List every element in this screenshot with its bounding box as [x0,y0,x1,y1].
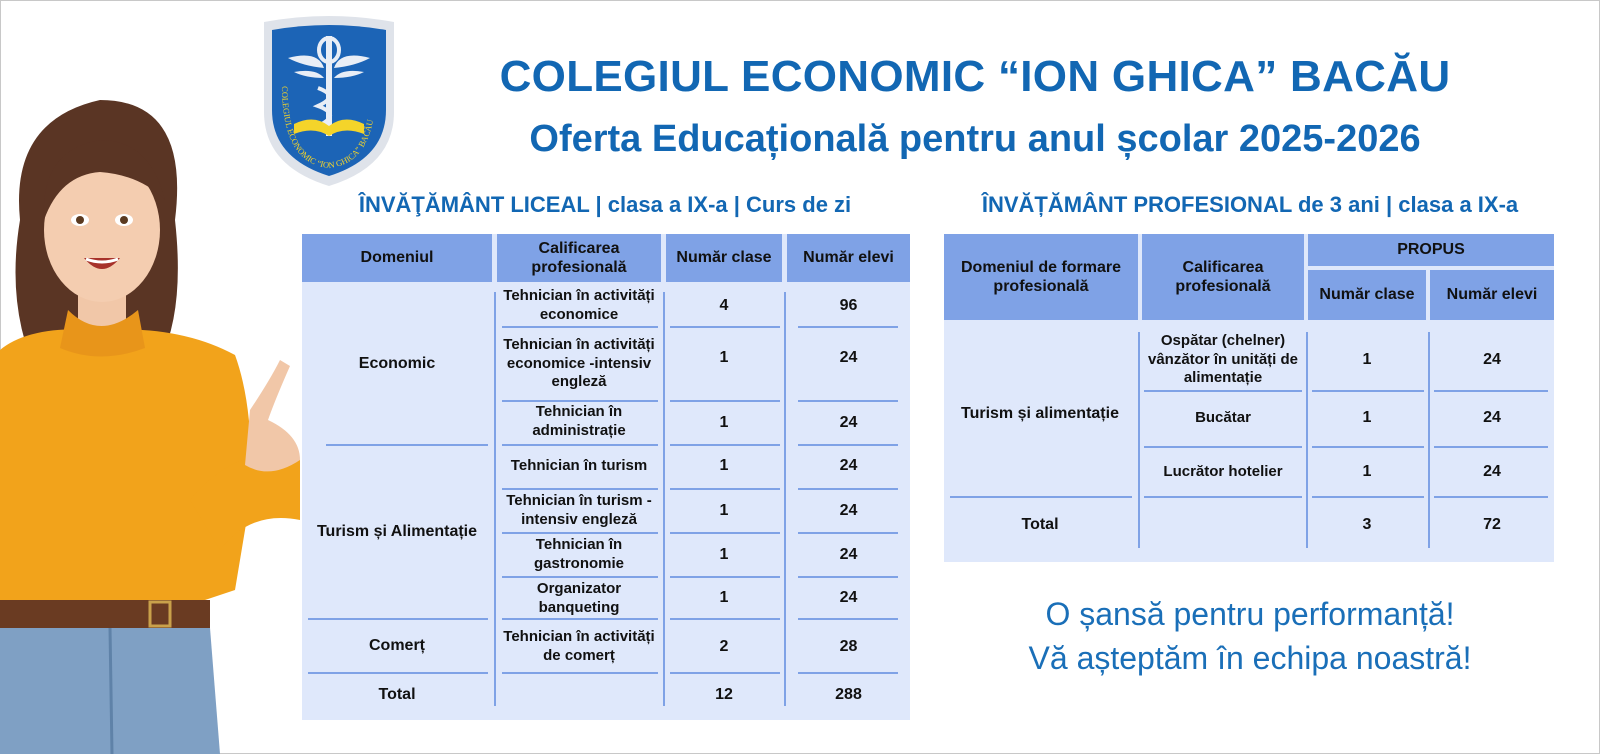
liceal-row-4-classes: 1 [719,457,729,474]
liceal-domain-economic: Economic [358,355,436,372]
liceal-row-3-classes: 1 [719,414,729,431]
liceal-total-label: Total [378,686,416,703]
liceal-row-4-students: 24 [839,457,858,474]
prof-col-qualification: Calificarea profesională [1142,234,1304,320]
prof-row-2-qualification: Bucătar [1195,408,1251,426]
prof-col-propus: PROPUS [1308,234,1554,266]
liceal-total-classes: 12 [715,686,733,703]
liceal-total-students: 288 [835,686,862,703]
liceal-row-6-qualification: Tehnician în gastronomie [533,536,624,572]
prof-total-label: Total [1021,516,1059,533]
liceal-col-classes: Număr clase [666,234,782,282]
prof-col-students: Număr elevi [1430,270,1554,320]
prof-row-3-qualification: Lucrător hotelier [1163,462,1283,480]
liceal-row-8-qualification: Tehnician în activități de comerț [503,628,655,664]
liceal-row-5-classes: 1 [719,502,729,519]
liceal-row-3-students: 24 [839,414,858,431]
liceal-domain-turism: Turism și Alimentație [316,523,478,540]
prof-row-3-classes: 1 [1362,463,1372,480]
crest-ring-text: COLEGIUL ECONOMIC “ION GHICA” BACĂU [279,86,376,171]
prof-total-students: 72 [1483,516,1501,533]
liceal-domain-comert: Comerț [368,637,425,654]
prof-col-classes: Număr clase [1308,270,1426,320]
liceal-row-4-qualification: Tehnician în turism [510,456,648,474]
liceal-col-qualification: Calificarea profesională [497,234,661,282]
prof-domain-turism: Turism și alimentație [961,405,1119,422]
liceal-row-1-students: 96 [839,297,858,314]
liceal-row-5-students: 24 [839,502,858,519]
liceal-row-2-classes: 1 [719,349,729,366]
liceal-row-8-classes: 2 [719,638,729,655]
slogan-line-2: Vă așteptăm în echipa noastră! [1028,640,1472,676]
liceal-col-domain: Domeniul [302,234,492,282]
prof-total-classes: 3 [1362,516,1372,533]
profesional-heading: ÎNVĂȚĂMÂNT PROFESIONAL de 3 ani | clasa a IX-a [981,192,1519,217]
liceal-row-3-qualification: Tehnician în administrație [532,403,626,439]
liceal-row-8-students: 28 [839,638,858,655]
liceal-row-7-students: 24 [839,589,858,606]
prof-row-1-qualification: Ospătar (chelner) vânzător în unități de alimentație [1147,331,1298,387]
page-subtitle: Oferta Educațională pentru anul școlar 2025-2026 [529,118,1421,160]
prof-row-3-students: 24 [1483,463,1501,480]
liceal-row-1-classes: 4 [719,297,729,314]
liceal-row-5-qualification: Tehnician în turism -intensiv engleză [506,492,652,528]
prof-row-2-students: 24 [1483,409,1501,426]
liceal-row-6-students: 24 [839,546,858,563]
school-crest-logo [258,16,400,190]
school-name: COLEGIUL ECONOMIC “ION GHICA” BACĂU [499,52,1451,101]
liceal-row-2-students: 24 [839,349,858,366]
prof-row-1-students: 24 [1483,351,1501,368]
prof-row-2-classes: 1 [1362,409,1372,426]
liceal-row-7-qualification: Organizator banqueting [536,580,622,616]
liceal-row-2-qualification: Tehnician în activități economice -intensiv engleză [503,335,655,391]
slogan-line-1: O șansă pentru performanță! [1045,596,1455,632]
prof-row-1-classes: 1 [1362,351,1372,368]
prof-col-domain: Domeniul de formare profesională [944,234,1138,320]
liceal-heading: ÎNVĂŢĂMÂNT LICEAL | clasa a IX-a | Curs de zi [358,192,852,217]
liceal-row-6-classes: 1 [719,546,729,563]
liceal-col-students: Număr elevi [787,234,910,282]
student-illustration [0,80,300,754]
liceal-row-1-qualification: Tehnician în activități economice [503,287,655,323]
liceal-row-7-classes: 1 [719,589,729,606]
